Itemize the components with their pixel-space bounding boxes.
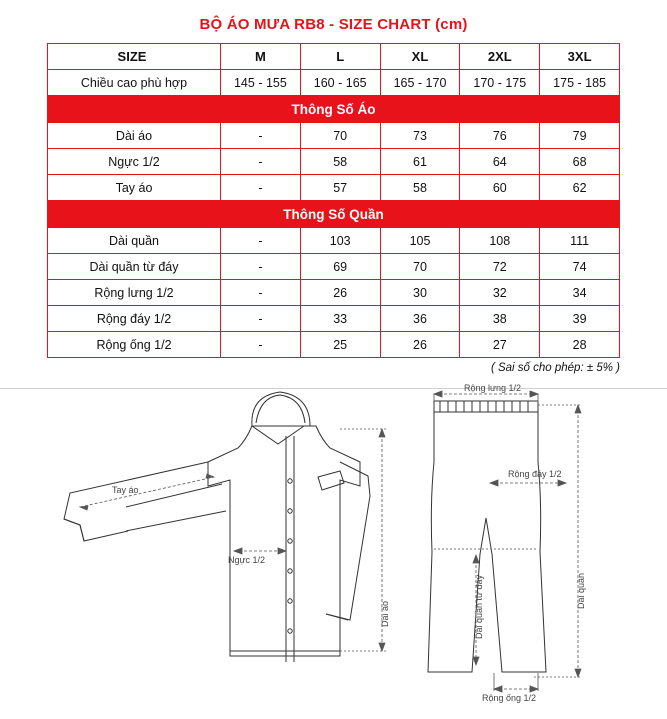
table-row: [48, 228, 620, 254]
tolerance-note: ( Sai số cho phép: ± 5% ): [490, 362, 620, 374]
page-title: BỘ ÁO MƯA RB8 - SIZE CHART (cm): [199, 16, 468, 33]
table-row: [48, 280, 620, 306]
row-label: Dài quần từ đáy: [48, 254, 221, 280]
cell: -: [221, 123, 301, 149]
cell: 103: [300, 228, 380, 254]
cell: 64: [460, 149, 540, 175]
cell: 79: [540, 123, 620, 149]
table-row: [48, 70, 620, 96]
column-header-size: SIZE: [48, 44, 221, 70]
cell: 27: [460, 332, 540, 358]
label-jacket-length: Dài áo: [380, 600, 390, 627]
label-pants-length: Dài quần: [576, 572, 586, 609]
cell: 170 - 175: [460, 70, 540, 96]
cell: 62: [540, 175, 620, 201]
row-label: Dài áo: [48, 123, 221, 149]
label-inseam: Dài quần từ đáy: [474, 574, 484, 639]
cell: 73: [380, 123, 460, 149]
column-header-2xl: 2XL: [460, 44, 540, 70]
row-label: Chiều cao phù hợp: [48, 70, 221, 96]
row-label: Dài quần: [48, 228, 221, 254]
cell: -: [221, 306, 301, 332]
cell: 36: [380, 306, 460, 332]
cell: 33: [300, 306, 380, 332]
cell: -: [221, 149, 301, 175]
row-label: Ngực 1/2: [48, 149, 221, 175]
cell: -: [221, 228, 301, 254]
size-chart-table: [47, 43, 620, 358]
cell: -: [221, 175, 301, 201]
cell: 26: [380, 332, 460, 358]
cell: 28: [540, 332, 620, 358]
cell: 58: [380, 175, 460, 201]
label-sleeve: Tay áo: [112, 485, 139, 495]
cell: 69: [300, 254, 380, 280]
section-header-jacket: Thông Số Áo: [48, 96, 620, 123]
cell: -: [221, 280, 301, 306]
cell: 76: [460, 123, 540, 149]
table-row: [48, 149, 620, 175]
cell: 175 - 185: [540, 70, 620, 96]
cell: 34: [540, 280, 620, 306]
column-header-xl: XL: [380, 44, 460, 70]
cell: 72: [460, 254, 540, 280]
table-row: [48, 332, 620, 358]
cell: 68: [540, 149, 620, 175]
section-header-row: [48, 201, 620, 228]
section-header-pants: Thông Số Quần: [48, 201, 620, 228]
cell: 38: [460, 306, 540, 332]
cell: 61: [380, 149, 460, 175]
cell: 70: [380, 254, 460, 280]
cell: 145 - 155: [221, 70, 301, 96]
cell: 57: [300, 175, 380, 201]
cell: 165 - 170: [380, 70, 460, 96]
cell: 105: [380, 228, 460, 254]
garment-illustration: [0, 389, 667, 719]
cell: 60: [460, 175, 540, 201]
cell: 74: [540, 254, 620, 280]
column-header-m: M: [221, 44, 301, 70]
cell: 39: [540, 306, 620, 332]
row-label: Rộng đáy 1/2: [48, 306, 221, 332]
table-row: [48, 306, 620, 332]
label-chest: Ngực 1/2: [228, 555, 266, 565]
cell: 111: [540, 228, 620, 254]
cell: 70: [300, 123, 380, 149]
cell: 108: [460, 228, 540, 254]
column-header-3xl: 3XL: [540, 44, 620, 70]
cell: -: [221, 332, 301, 358]
row-label: Rộng lưng 1/2: [48, 280, 221, 306]
cell: 58: [300, 149, 380, 175]
garment-diagrams: [0, 383, 667, 719]
row-label: Rộng ống 1/2: [48, 332, 221, 358]
cell: 32: [460, 280, 540, 306]
row-label: Tay áo: [48, 175, 221, 201]
cell: 26: [300, 280, 380, 306]
label-waist: Rộng lưng 1/2: [464, 383, 522, 393]
label-hip: Rộng đáy 1/2: [508, 469, 562, 479]
table-row: [48, 175, 620, 201]
label-leg-opening: Rộng ống 1/2: [482, 693, 537, 703]
table-row: [48, 123, 620, 149]
cell: 25: [300, 332, 380, 358]
column-header-l: L: [300, 44, 380, 70]
cell: 160 - 165: [300, 70, 380, 96]
table-row: [48, 254, 620, 280]
cell: 30: [380, 280, 460, 306]
section-header-row: [48, 96, 620, 123]
cell: -: [221, 254, 301, 280]
table-header-row: [48, 44, 620, 70]
